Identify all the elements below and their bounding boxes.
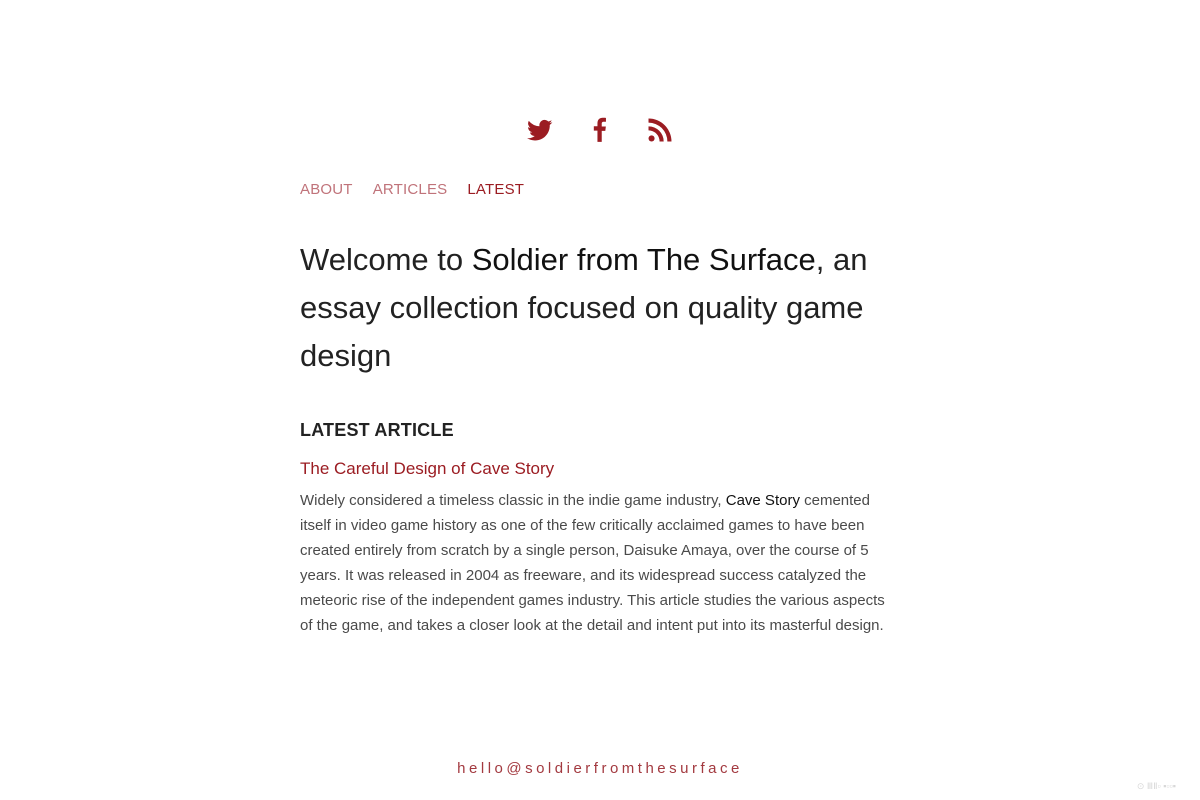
facebook-link[interactable]	[587, 116, 613, 144]
excerpt-start: Widely considered a timeless classic in the indie game industry,	[300, 492, 726, 509]
excerpt-rest: cemented itself in video game history as one of the few critically acclaimed games to have been created entirely from scratch by a single person, Daisuke Amaya, over the course of 5 years. It was released in 2004 as freeware, and its widespread success catalyzed the meteoric rise of the independent games industry. This article studies the various aspects of the game, and takes a closer look at the detail and intent put into its masterful design.	[300, 492, 885, 634]
site-name: Soldier from The Surface	[471, 242, 816, 277]
footer-email-link[interactable]: hello@soldierfromthesurface	[457, 760, 743, 777]
nav-about[interactable]: ABOUT	[300, 181, 353, 198]
rss-icon	[647, 116, 673, 144]
welcome-prefix: Welcome to	[300, 242, 472, 277]
article-excerpt	[300, 488, 900, 638]
rss-link[interactable]	[647, 116, 673, 144]
article-title-link[interactable]: The Careful Design of Cave Story	[300, 459, 555, 478]
corner-badge: ⊙ ⅢⅡ▫ ▪▫▫▪	[1136, 781, 1176, 791]
welcome-heading	[300, 236, 900, 380]
facebook-icon	[587, 116, 613, 144]
twitter-icon	[527, 116, 553, 144]
twitter-link[interactable]	[527, 116, 553, 144]
welcome-suffix: , an essay collection focused on quality game design	[300, 242, 868, 373]
main-nav	[300, 181, 524, 198]
social-links	[0, 116, 1200, 146]
nav-latest[interactable]: LATEST	[467, 181, 525, 198]
nav-articles[interactable]: ARTICLES	[372, 181, 448, 198]
excerpt-game-name: Cave Story	[725, 492, 800, 509]
latest-article-heading: LATEST ARTICLE	[300, 420, 454, 440]
